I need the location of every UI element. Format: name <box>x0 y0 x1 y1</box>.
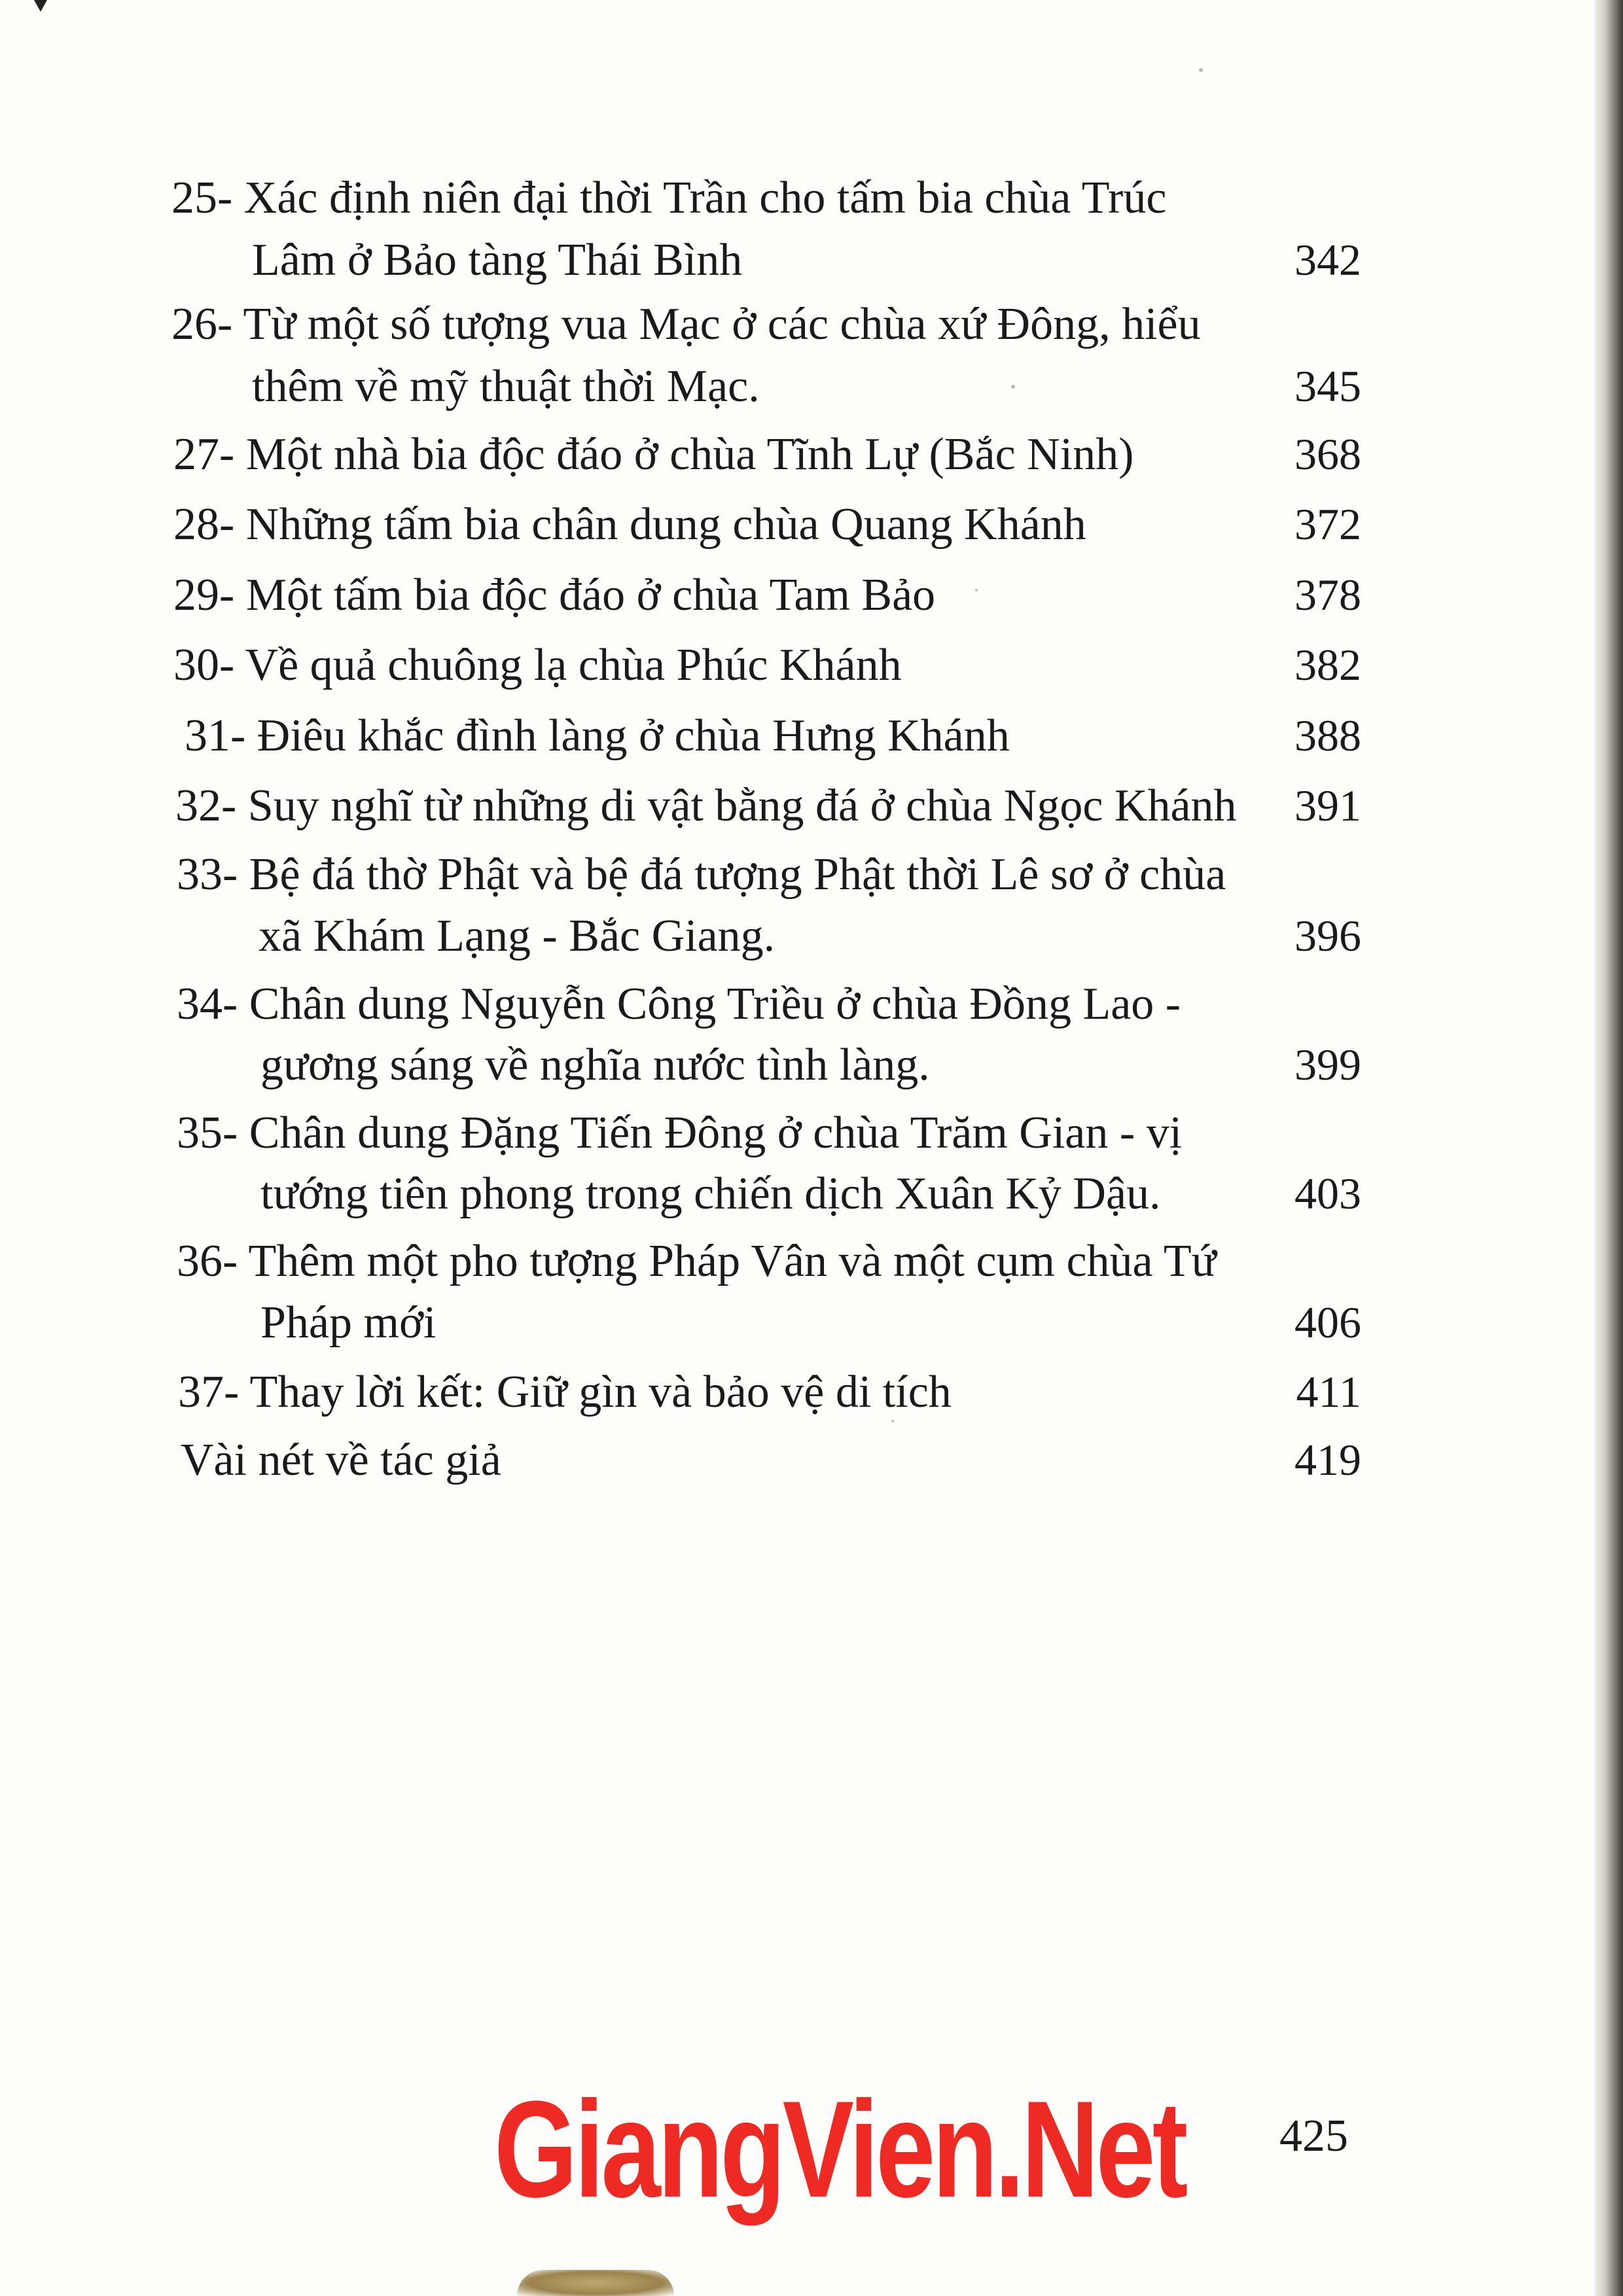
toc-entry-title: 28- Những tấm bia chân dung chùa Quang Khánh <box>173 499 1086 550</box>
toc-entry-title: 35- Chân dung Đặng Tiến Đông ở chùa Trăm Gian - vị <box>177 1108 1183 1158</box>
toc-entry-title: 36- Thêm một pho tượng Pháp Vân và một cụm chùa Tứ <box>177 1236 1217 1286</box>
toc-page-number: 382 <box>1294 640 1361 690</box>
toc-page-number: 419 <box>1294 1435 1361 1485</box>
page-folio-number: 425 <box>1279 2111 1348 2161</box>
toc-page-number: 406 <box>1294 1298 1361 1347</box>
toc-page-number: 403 <box>1294 1169 1361 1218</box>
toc-entry-title: 26- Từ một số tượng vua Mạc ở các chùa xứ Đông, hiểu <box>171 299 1201 349</box>
paper-stain <box>517 2270 674 2296</box>
toc-page-number: 345 <box>1294 361 1361 411</box>
toc-entry-title-continued: gương sáng về nghĩa nước tình làng. <box>260 1040 930 1090</box>
toc-page-number: 368 <box>1294 429 1361 479</box>
toc-entry-title: 34- Chân dung Nguyễn Công Triều ở chùa Đồng Lao - <box>177 979 1181 1029</box>
toc-page-number: 391 <box>1294 781 1361 830</box>
toc-page-number: 388 <box>1294 711 1361 760</box>
toc-entry-title: 32- Suy nghĩ từ những di vật bằng đá ở chùa Ngọc Khánh <box>175 781 1237 831</box>
toc-entry-title-continued: tướng tiên phong trong chiến dịch Xuân Kỷ Dậu. <box>260 1169 1161 1219</box>
paper-speck <box>1011 385 1015 389</box>
toc-entry-title-continued: thêm về mỹ thuật thời Mạc. <box>252 361 760 412</box>
toc-page-number: 399 <box>1294 1040 1361 1089</box>
paper-speck <box>975 589 978 592</box>
page-binding-edge <box>1594 0 1623 2296</box>
watermark-text: GiangVien.Net <box>494 2072 1185 2226</box>
toc-page-number: 378 <box>1294 570 1361 620</box>
toc-entry-title: 30- Về quả chuông lạ chùa Phúc Khánh <box>173 640 902 690</box>
toc-page-number: 396 <box>1294 911 1361 961</box>
toc-entry-title: 37- Thay lời kết: Giữ gìn và bảo vệ di tích <box>178 1367 952 1417</box>
toc-entry-title: Vài nét về tác giả <box>181 1435 501 1485</box>
toc-entry-title: 27- Một nhà bia độc đáo ở chùa Tĩnh Lự (Bắc Ninh) <box>173 429 1134 480</box>
paper-speck <box>1199 68 1203 72</box>
paper-speck <box>891 1420 894 1422</box>
toc-entry-title-continued: xã Khám Lạng - Bắc Giang. <box>259 911 776 961</box>
toc-page-number: 411 <box>1296 1367 1361 1417</box>
corner-mark <box>34 0 47 12</box>
toc-page-number: 342 <box>1294 235 1361 285</box>
toc-entry-title: 29- Một tấm bia độc đáo ở chùa Tam Bảo <box>173 570 936 620</box>
toc-entry-title-continued: Lâm ở Bảo tàng Thái Bình <box>252 235 743 285</box>
toc-entry-title: 33- Bệ đá thờ Phật và bệ đá tượng Phật thời Lê sơ ở chùa <box>177 849 1226 900</box>
toc-entry-title: 25- Xác định niên đại thời Trần cho tấm bia chùa Trúc <box>171 173 1167 223</box>
toc-entry-title: 31- Điêu khắc đình làng ở chùa Hưng Khánh <box>185 711 1010 761</box>
toc-entry-title-continued: Pháp mới <box>260 1298 437 1348</box>
toc-page-number: 372 <box>1294 499 1361 549</box>
